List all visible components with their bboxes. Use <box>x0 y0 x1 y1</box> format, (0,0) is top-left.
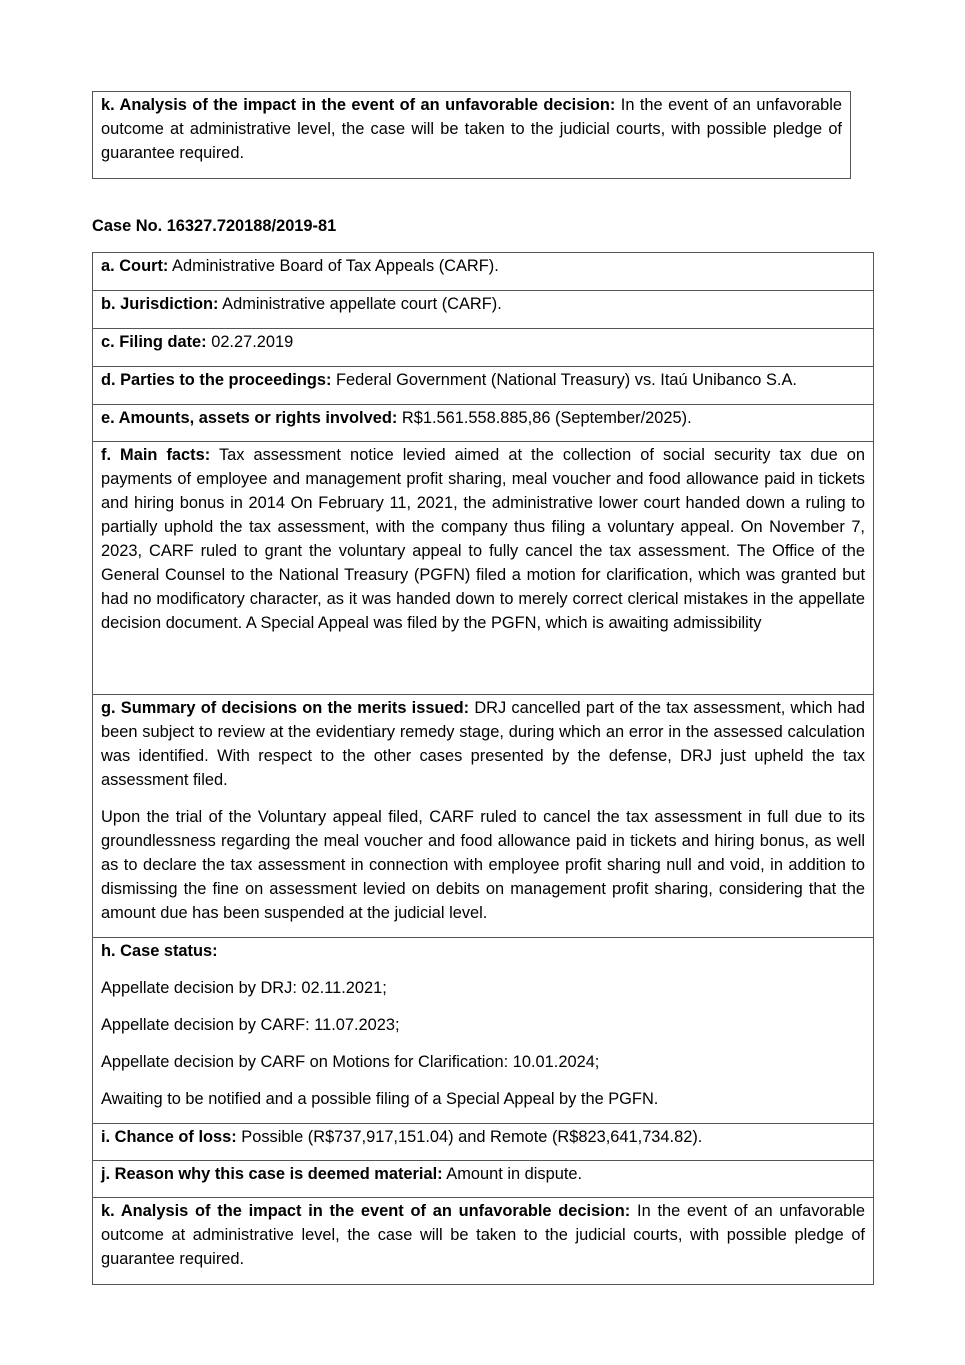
row-decisions-summary <box>93 695 873 938</box>
impact-text: In the event of an unfavorable outcome at administrative level, the case will be taken to the judicial courts, with possible pledge of guarantee required. <box>101 1202 865 1268</box>
decisions-label: g. Summary of decisions on the merits issued: <box>101 699 470 717</box>
parties-label: d. Parties to the proceedings: <box>101 371 332 389</box>
court-label: a. Court: <box>101 257 169 275</box>
row-materiality <box>93 1161 873 1198</box>
row-chance-of-loss <box>93 1124 873 1161</box>
row-amounts <box>93 405 873 442</box>
row-case-status <box>93 938 873 1124</box>
main-facts-text: Tax assessment notice levied aimed at the collection of social security tax due on payments of employee and management profit sharing, meal voucher and food allowance paid in tickets and hiring bonus in 2014 On February 11, 2021, the administrative lower court handed down a ruling to partially uphold the tax assessment, with the company thus filing a voluntary appeal. On November 7, 2023, CARF ruled to grant the voluntary appeal to fully cancel the tax assessment. The Office of the General Counsel to the National Treasury (PGFN) filed a motion for clarification, which was granted but had no modificatory character, as it was handed down to merely correct clerical mistakes in the appellate decision document. A Special Appeal was filed by the PGFN, which is awaiting admissibility <box>101 446 865 632</box>
case-table <box>92 252 874 1285</box>
materiality-label: j. Reason why this case is deemed material: <box>101 1165 443 1183</box>
court-value: Administrative Board of Tax Appeals (CARF). <box>172 257 499 275</box>
jurisdiction-label: b. Jurisdiction: <box>101 295 219 313</box>
row-main-facts <box>93 442 873 695</box>
row-parties <box>93 367 873 405</box>
chance-of-loss-label: i. Chance of loss: <box>101 1128 237 1146</box>
impact-label: k. Analysis of the impact in the event of an unfavorable decision: <box>101 96 616 114</box>
impact-paragraph <box>101 93 842 165</box>
amounts-value: R$1.561.558.885,86 (September/2025). <box>401 409 692 427</box>
previous-case-impact-box <box>92 91 851 179</box>
status-item: Awaiting to be notified and a possible filing of a Special Appeal by the PGFN. <box>101 1090 659 1108</box>
jurisdiction-value: Administrative appellate court (CARF). <box>222 295 502 313</box>
row-impact <box>93 1198 873 1284</box>
amounts-label: e. Amounts, assets or rights involved: <box>101 409 398 427</box>
impact-label: k. Analysis of the impact in the event of an unfavorable decision: <box>101 1202 631 1220</box>
status-item: Appellate decision by CARF: 11.07.2023; <box>101 1016 400 1034</box>
status-item: Appellate decision by CARF on Motions for Clarification: 10.01.2024; <box>101 1053 600 1071</box>
parties-value: Federal Government (National Treasury) vs. Itaú Unibanco S.A. <box>335 371 797 389</box>
impact-text: In the event of an unfavorable outcome at administrative level, the case will be taken to the judicial courts, with possible pledge of guarantee required. <box>101 96 842 162</box>
decisions-text-1: DRJ cancelled part of the tax assessment, which had been subject to review at the evidentiary remedy stage, during which an error in the assessed calculation was identified. With respect to the other cases presented by the defense, DRJ just upheld the tax assessment filed. <box>101 699 866 789</box>
status-item: Appellate decision by DRJ: 02.11.2021; <box>101 979 387 997</box>
row-filing-date <box>93 329 873 367</box>
decisions-text-2: Upon the trial of the Voluntary appeal filed, CARF ruled to cancel the tax assessment in full due to its groundlessness regarding the meal voucher and food allowance paid in tickets and hiring bonus, as well as to declare the tax assessment in connection with employee profit sharing null and void, in addition to dismissing the fine on assessment levied on debits on management profit sharing, considering that the amount due has been suspended at the judicial level. <box>101 808 865 922</box>
chance-of-loss-value: Possible (R$737,917,151.04) and Remote (R$823,641,734.82). <box>241 1128 703 1146</box>
case-title: Case No. 16327.720188/2019-81 <box>92 217 337 235</box>
case-status-label: h. Case status: <box>101 942 218 960</box>
row-jurisdiction <box>93 291 873 329</box>
filing-date-label: c. Filing date: <box>101 333 207 351</box>
filing-date-value: 02.27.2019 <box>211 333 294 351</box>
row-court <box>93 253 873 291</box>
materiality-value: Amount in dispute. <box>446 1165 583 1183</box>
main-facts-label: f. Main facts: <box>101 446 211 464</box>
